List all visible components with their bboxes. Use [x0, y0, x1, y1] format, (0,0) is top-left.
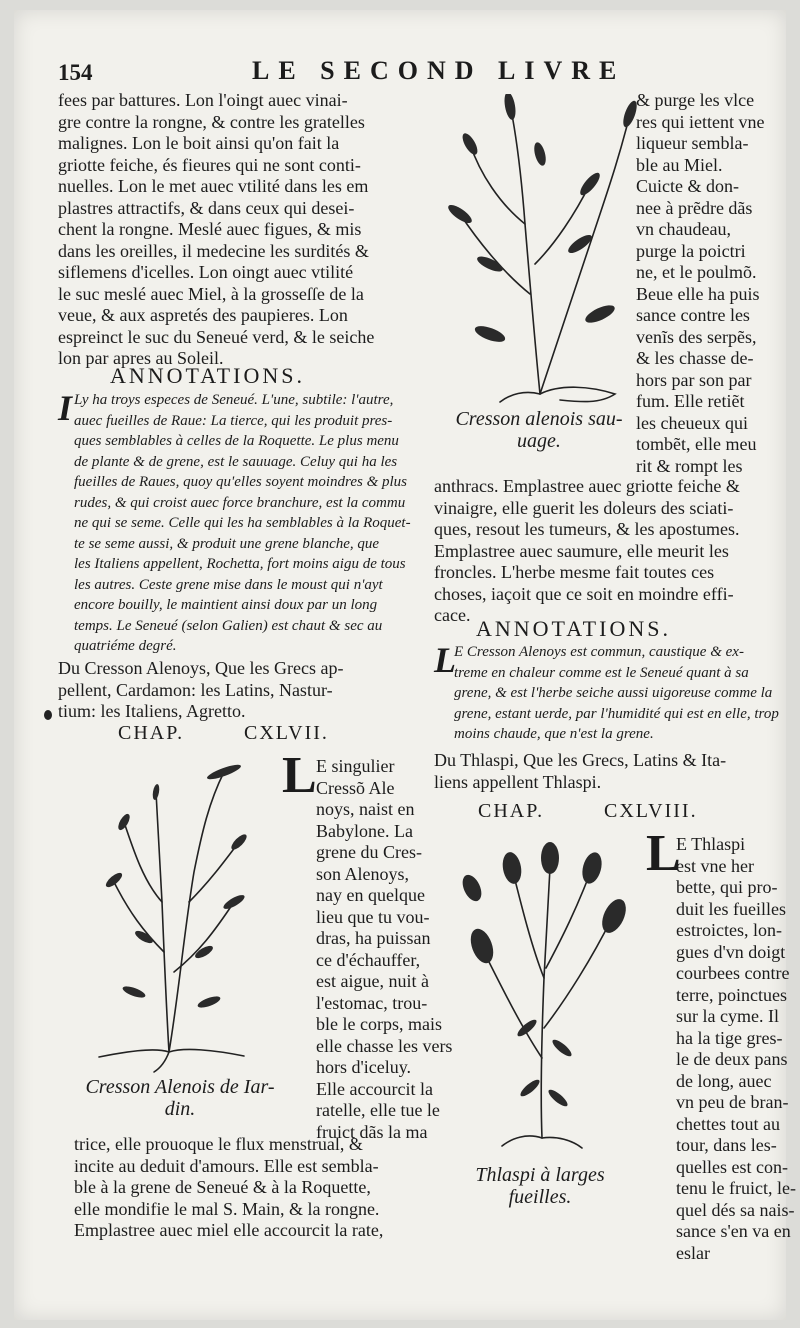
- text-line: ce d'échauffer,: [316, 949, 421, 970]
- text-line: res qui iettent vne: [636, 111, 765, 132]
- text-line: tombẽt, elle meu: [636, 434, 757, 454]
- text-line: griotte feiche, és fieures qui ne sont conti-: [58, 154, 361, 175]
- left-top-text: [58, 90, 428, 370]
- text-line: dans les oreilles, il medecine les surdités &: [58, 240, 369, 261]
- text-line: ques, resout les tumeurs, & les apostumes.: [434, 519, 740, 539]
- text-line: gre contre la rongne, & contre les gratelles: [58, 111, 365, 132]
- caption-line: uage.: [517, 430, 561, 452]
- text-line: les cheueux qui: [636, 412, 748, 433]
- text-line: plastres attractifs, & dans ceux qui desei-: [58, 197, 355, 218]
- garden-cress-illustration: [74, 752, 264, 1074]
- text-line: grene du Cres-: [316, 842, 422, 862]
- annotation-line: grene, estant uerde, par l'humidité qui est en elle, trop: [454, 705, 779, 722]
- text-line: liqueur sembla-: [636, 133, 749, 153]
- text-line: sance contre les: [636, 305, 750, 325]
- text-line: terre, poinctues: [676, 984, 787, 1005]
- left-bottom-text: [74, 1134, 434, 1242]
- right-chapter-title: [434, 750, 774, 793]
- left-annotations-text: [74, 390, 434, 657]
- text-line: ble à la grene de Seneué & à la Roquette,: [74, 1177, 371, 1197]
- text-line: l'estomac, trou-: [316, 992, 428, 1013]
- text-line: lon par apres au Soleil.: [58, 348, 224, 368]
- text-line: noys, naist en: [316, 799, 415, 819]
- text-line: son Alenoys,: [316, 863, 410, 884]
- right-chap-number: CXLVIII.: [604, 800, 698, 822]
- annotation-line: fueilles de Raues, quoy qu'elles soyent moindres & plus: [74, 474, 408, 490]
- text-line: siflemens d'icelles. Lon oingt auec vtilité: [58, 262, 354, 282]
- chapter-title-line: tium: les Italiens, Agretto.: [58, 701, 246, 721]
- text-line: hors par son par: [636, 369, 752, 390]
- right-chap-side-text: [676, 834, 796, 1264]
- annotation-line: temps. Le Seneué (selon Galien) est chaut & sec au: [74, 617, 383, 634]
- left-chap-number: CXLVII.: [244, 722, 329, 744]
- annotation-line: E Cresson Alenoys est commun, caustique & ex-: [454, 644, 744, 660]
- text-line: vn chaudeau,: [636, 219, 731, 239]
- chapter-title-line: Du Cresson Alenoys, Que les Grecs ap-: [58, 658, 344, 678]
- page-number: 154: [58, 60, 93, 85]
- text-line: ble le corps, mais: [316, 1014, 442, 1034]
- chapter-title-line: pellent, Cardamon: les Latins, Nastur-: [58, 679, 333, 700]
- text-line: E singulier: [316, 756, 395, 776]
- caption-line: din.: [164, 1098, 196, 1120]
- text-line: dras, ha puissan: [316, 928, 431, 948]
- right-figure-caption-top: [444, 408, 634, 452]
- left-annotations-heading: ANNOTATIONS.: [110, 363, 305, 388]
- annotation-line: Ly ha troys especes de Seneué. L'une, subtile: l'autre,: [74, 392, 394, 408]
- text-line: tour, dans les-: [676, 1135, 777, 1155]
- annotation-line: grene, & est l'herbe seiche aussi uigoreuse comme la: [454, 685, 773, 701]
- annotation-line: ne qui se seme. Celle qui les ha semblables à la Roquet-: [74, 515, 411, 531]
- text-line: anthracs. Emplastree auec griotte feiche &: [434, 476, 740, 496]
- text-line: duit les fueilles: [676, 898, 786, 919]
- text-line: gues d'vn doigt: [676, 941, 786, 962]
- right-annotations-text: [454, 642, 779, 745]
- text-line: fum. Elle retiẽt: [636, 391, 745, 411]
- right-annotations-dropcap: L: [434, 640, 456, 680]
- text-line: E Thlaspi: [676, 834, 746, 854]
- annotation-line: encore bouilly, le maintient ainsi doux par un long: [74, 597, 378, 613]
- annotation-line: treme en chaleur comme est le Seneué quant à sa: [454, 664, 749, 681]
- text-line: estroictes, lon-: [676, 920, 782, 940]
- text-line: Emplastree auec miel elle accourcit la rate,: [74, 1220, 384, 1240]
- left-chap-label: CHAP.: [118, 722, 185, 744]
- text-line: est vne her: [676, 855, 754, 876]
- text-line: veue, & aux aspretés des paupieres. Lon: [58, 305, 348, 325]
- right-chap-dropcap: L: [646, 825, 681, 882]
- annotation-line: rudes, & qui croist auec force branchure, est la commu: [74, 494, 406, 511]
- annotation-line: ques semblables à celles de la Roquette. Le plus menu: [74, 433, 399, 449]
- text-line: incite au deduit d'amours. Elle est sembla-: [74, 1155, 379, 1176]
- book-page: [14, 10, 796, 1320]
- text-line: lieu que tu vou-: [316, 906, 430, 927]
- text-line: de long, auec: [676, 1070, 772, 1091]
- text-line: purge la poictri: [636, 240, 746, 261]
- text-line: choses, iaçoit que ce soit en moindre effi-: [434, 583, 734, 604]
- caption-line: fueilles.: [508, 1186, 572, 1208]
- annotation-line: auec fueilles de Raue: La tierce, qui les produit pres-: [74, 412, 393, 429]
- text-line: ne, et le poulmõ.: [636, 262, 757, 282]
- text-line: elle chasse les vers: [316, 1035, 453, 1056]
- text-line: espreinct le suc du Seneué verd, & le seiche: [58, 326, 375, 347]
- annotation-line: les autres. Ceste grene mise dans le moust qui n'ayt: [74, 576, 383, 593]
- text-line: nuelles. Lon le met auec vtilité dans les em: [58, 176, 369, 196]
- caption-line: Thlaspi à larges: [475, 1164, 605, 1186]
- left-figure-caption: [70, 1076, 290, 1120]
- thlaspi-illustration: [442, 828, 642, 1158]
- text-line: Elle accourcit la: [316, 1078, 433, 1099]
- text-line: Cuicte & don-: [636, 176, 739, 196]
- text-line: eslar: [676, 1242, 710, 1263]
- text-line: vn peu de bran-: [676, 1092, 789, 1112]
- text-line: vinaigre, elle guerit les doleurs des sciati-: [434, 497, 734, 518]
- left-annotations-dropcap: I: [58, 388, 73, 428]
- text-line: bette, qui pro-: [676, 877, 778, 897]
- text-line: & les chasse de-: [636, 348, 754, 368]
- text-line: le suc meslé auec Miel, à la grosseſſe de la: [58, 283, 364, 304]
- annotation-line: te se seme aussi, & produit une grene blanche, que: [74, 535, 380, 552]
- text-line: sance s'en va en: [676, 1221, 791, 1241]
- text-line: est aigue, nuit à: [316, 971, 429, 991]
- caption-line: Cresson alenois sau-: [455, 408, 623, 430]
- text-line: tenu le fruict, le-: [676, 1178, 796, 1198]
- annotation-line: les Italiens appellent, Rochetta, fort moins aigu de tous: [74, 556, 406, 572]
- text-line: froncles. L'herbe mesme fait toutes ces: [434, 562, 715, 582]
- text-line: Beue elle ha puis: [636, 283, 760, 304]
- text-line: nay en quelque: [316, 885, 425, 905]
- left-chapter-title: [58, 658, 428, 723]
- text-line: cace.: [434, 605, 471, 625]
- text-line: quel dés sa nais-: [676, 1199, 795, 1220]
- text-line: hors d'iceluy.: [316, 1057, 412, 1077]
- text-line: le de deux pans: [676, 1049, 788, 1069]
- text-line: & purge les vlce: [636, 90, 755, 110]
- right-side-text: [636, 90, 766, 477]
- right-full-text: [434, 476, 774, 627]
- text-line: chent la rongne. Meslé auec figues, & mis: [58, 219, 362, 239]
- text-line: Emplastree auec saumure, elle meurit les: [434, 540, 729, 561]
- annotation-line: de plante & de grene, est le sauuage. Celuy qui ha les: [74, 453, 398, 470]
- right-chap-label: CHAP.: [478, 800, 545, 822]
- text-line: venĩs des serpẽs,: [636, 326, 757, 347]
- text-line: elle mondifie le mal S. Main, & la rongne.: [74, 1198, 380, 1219]
- text-line: Cressõ Ale: [316, 777, 395, 798]
- wild-cress-illustration: [430, 94, 640, 406]
- text-line: fees par battures. Lon l'oingt auec vinai-: [58, 90, 348, 110]
- right-annotations-heading: ANNOTATIONS.: [476, 616, 671, 641]
- text-line: Babylone. La: [316, 820, 413, 841]
- text-line: ble au Miel.: [636, 154, 723, 175]
- text-line: fruict dãs la ma: [316, 1121, 428, 1142]
- text-line: courbees contre: [676, 963, 790, 983]
- left-chap-dropcap: L: [282, 747, 317, 804]
- text-line: ha la tige gres-: [676, 1027, 783, 1048]
- text-line: rit & rompt les: [636, 455, 743, 476]
- running-head: LE SECOND LIVRE: [252, 56, 626, 85]
- text-line: trice, elle prouoque le flux menstrual, &: [74, 1134, 363, 1154]
- text-line: quelles est con-: [676, 1156, 788, 1177]
- text-line: nee à prẽdre dãs: [636, 197, 753, 218]
- right-figure-caption-bottom: [450, 1164, 630, 1208]
- chapter-title-line: liens appellent Thlaspi.: [434, 771, 602, 792]
- text-line: ratelle, elle tue le: [316, 1100, 440, 1120]
- left-chap-side-text: [316, 756, 453, 1143]
- chapter-title-line: Du Thlaspi, Que les Grecs, Latins & Ita-: [434, 750, 727, 770]
- text-line: malignes. Lon le boit ainsi qu'on fait la: [58, 133, 340, 153]
- text-line: chettes tout au: [676, 1113, 780, 1134]
- annotation-line: quatriéme degré.: [74, 638, 177, 654]
- text-line: sur la cyme. Il: [676, 1006, 779, 1026]
- margin-mark: [44, 710, 52, 720]
- caption-line: Cresson Alenois de Iar-: [85, 1076, 275, 1098]
- annotation-line: moins chaude, que n'est la grene.: [454, 726, 654, 742]
